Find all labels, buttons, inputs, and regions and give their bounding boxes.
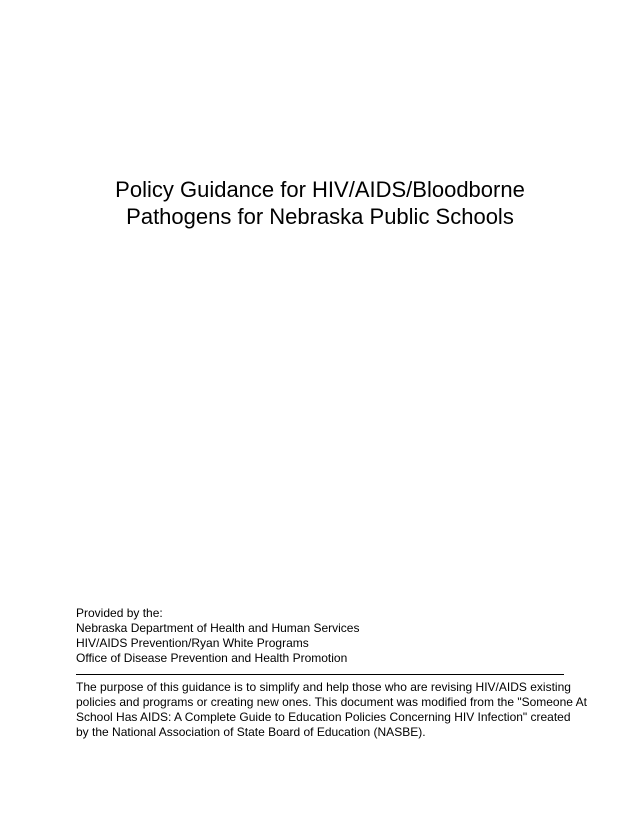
purpose-line-4: by the National Association of State Board of Education (NASBE). (76, 725, 426, 739)
provider-intro: Provided by the: (76, 606, 163, 620)
title-line-2: Pathogens for Nebraska Public Schools (126, 204, 514, 229)
provider-line-2: HIV/AIDS Prevention/Ryan White Programs (76, 636, 309, 650)
provider-line-1: Nebraska Department of Health and Human Services (76, 621, 360, 635)
purpose-paragraph (76, 680, 587, 740)
purpose-line-1: The purpose of this guidance is to simplify and help those who are revising HIV/AIDS existing (76, 680, 571, 694)
purpose-line-3: School Has AIDS: A Complete Guide to Education Policies Concerning HIV Infection" created (76, 710, 571, 724)
title-line-1: Policy Guidance for HIV/AIDS/Bloodborne (115, 177, 525, 202)
document-title (40, 176, 600, 230)
provider-line-3: Office of Disease Prevention and Health Promotion (76, 651, 348, 665)
purpose-line-2: policies and programs or creating new ones. This document was modified from the "Someone At (76, 695, 587, 709)
provider-block (76, 606, 359, 666)
horizontal-rule (76, 674, 564, 675)
